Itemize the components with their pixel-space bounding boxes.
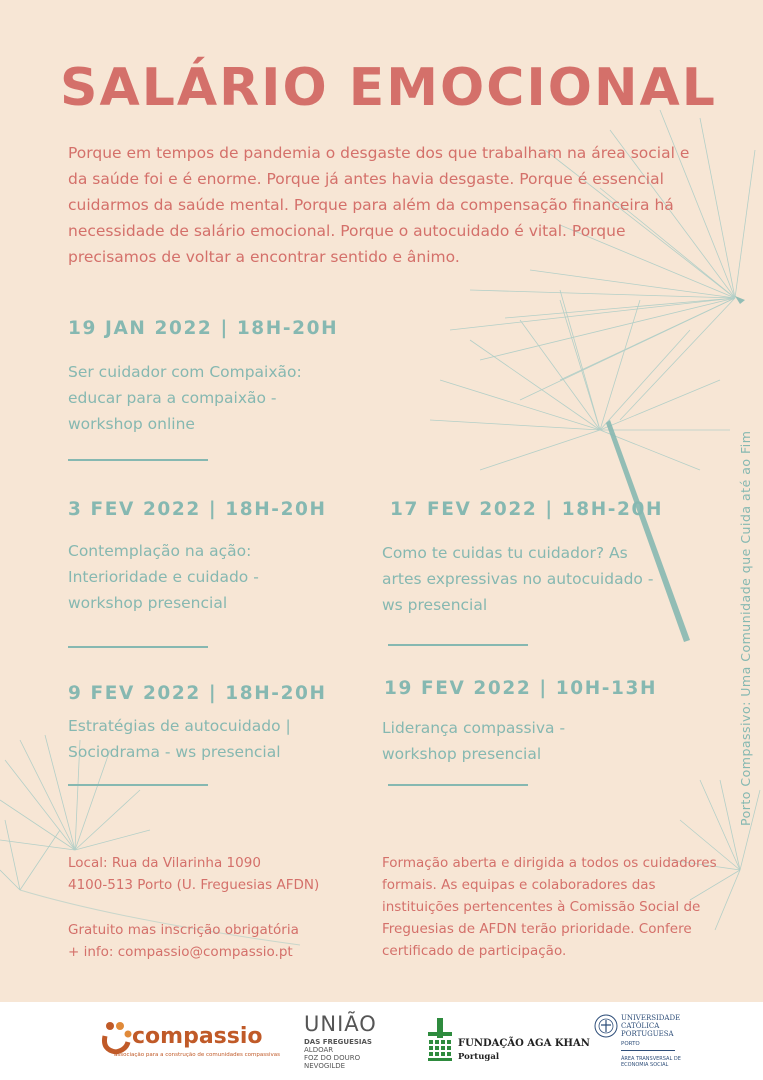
divider: [388, 784, 528, 786]
uniao-line: DAS FREGUESIAS: [304, 1038, 372, 1046]
ucp-name: [621, 1014, 680, 1038]
uniao-line: FOZ DO DOURO: [304, 1054, 361, 1062]
session-description: Como te cuidas tu cuidador? As artes expressivas no autocuidado - ws presencial: [382, 544, 654, 614]
ucp-line: UNIVERSIDADE: [621, 1014, 681, 1022]
page-title: SALÁRIO EMOCIONAL: [60, 58, 717, 118]
session-date: 9 FEV 2022 | 18H-20H: [68, 683, 327, 704]
session-date: 3 FEV 2022 | 18H-20H: [68, 499, 327, 520]
session-description: Ser cuidador com Compaixão: educar para a compaixão - workshop online: [68, 363, 302, 433]
ucp-area-line: ÁREA TRANSVERSAL DE: [621, 1056, 681, 1062]
location-line: 4100-513 Porto (U. Freguesias AFDN): [68, 877, 320, 893]
session-description: Contemplação na ação: Interioridade e cuidado - workshop presencial: [68, 542, 259, 612]
compassio-tagline: associação para a construção de comunidades compassivas: [114, 1052, 280, 1058]
compassio-logo-icon: [100, 1020, 134, 1056]
aga-khan-logo-icon: [428, 1018, 454, 1062]
divider: [388, 644, 528, 646]
uniao-line: NEVOGILDE: [304, 1062, 346, 1070]
uniao-subtitle: [304, 1038, 372, 1070]
session-date: 17 FEV 2022 | 18H-20H: [390, 499, 664, 520]
training-info: Formação aberta e dirigida a todos os cuidadores formais. As equipas e colaboradores das instituições pertencentes à Comissão Social de Freguesias de AFDN terão prioridade. Confere certificado de participação.: [382, 855, 717, 959]
registration-note: Gratuito mas inscrição obrigatória: [68, 922, 299, 938]
compassio-name: compassio: [132, 1024, 263, 1049]
contact-email[interactable]: + info: compassio@compassio.pt: [68, 944, 293, 960]
uniao-line: ALDOAR: [304, 1046, 334, 1054]
ucp-area-line: ECONOMIA SOCIAL: [621, 1062, 669, 1068]
uniao-wordmark: UNIÃO: [304, 1012, 377, 1036]
session-description: Estratégias de autocuidado | Sociodrama - ws presencial: [68, 717, 291, 761]
divider: [68, 784, 208, 786]
aga-khan-name: FUNDAÇÃO AGA KHAN: [458, 1038, 590, 1049]
ucp-divider: [621, 1050, 675, 1051]
ucp-line: PORTUGUESA: [621, 1030, 674, 1038]
divider: [68, 459, 208, 461]
ucp-seal-icon: [594, 1014, 618, 1038]
session-description: Liderança compassiva - workshop presencial: [382, 719, 566, 763]
intro-paragraph: Porque em tempos de pandemia o desgaste dos que trabalham na área social e da saúde foi e é enorme. Porque já antes havia desgaste. Porque é essencial cuidarmos da saúde mental. Porque para além da compensação financeira há necessidade de salário emocional. Porque o autocuidado é vital. Porque precisamos de voltar a encontrar sentido e ânimo.: [68, 144, 690, 266]
location-line: Local: Rua da Vilarinha 1090: [68, 855, 261, 871]
ucp-line: CATÓLICA: [621, 1022, 660, 1030]
ucp-area: [621, 1056, 681, 1068]
footer-logos: [0, 1002, 763, 1080]
session-date: 19 JAN 2022 | 18H-20H: [68, 318, 339, 339]
ucp-city: PORTO: [621, 1041, 640, 1047]
divider: [68, 646, 208, 648]
aga-khan-country: Portugal: [458, 1052, 500, 1062]
vertical-tagline: Porto Compassivo: Uma Comunidade que Cuida até ao Fim: [738, 430, 753, 826]
session-date: 19 FEV 2022 | 10H-13H: [384, 678, 658, 699]
